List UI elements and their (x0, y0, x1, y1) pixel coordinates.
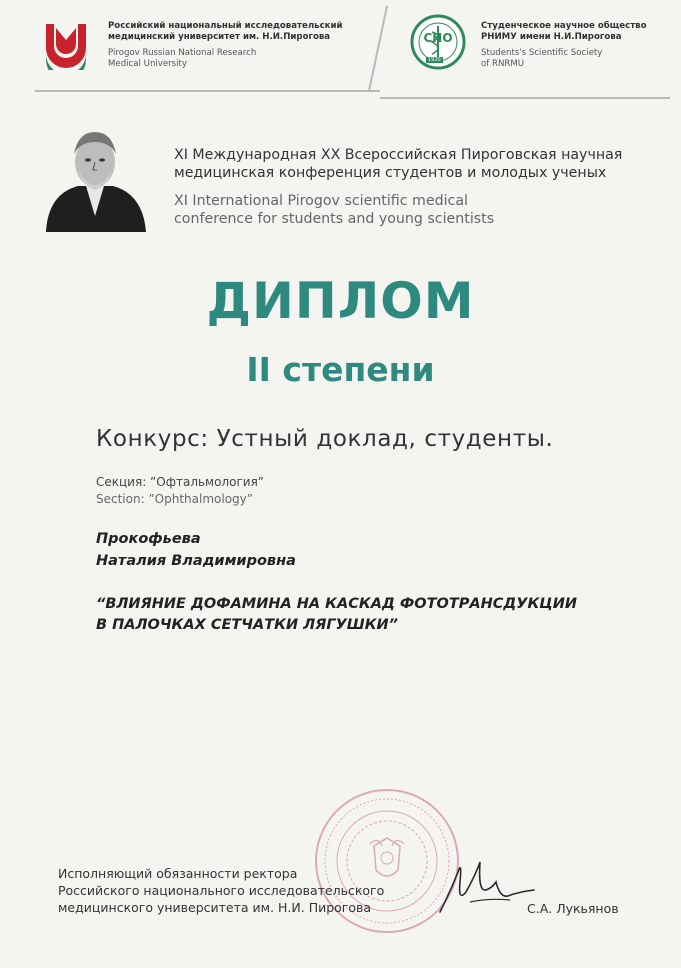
contest-line: Конкурс: Устный доклад, студенты. (96, 426, 554, 452)
header-divider-left (35, 90, 380, 92)
report-topic-line: В ПАЛОЧКАХ СЕТЧАТКИ ЛЯГУШКИ” (96, 617, 399, 633)
conference-title-ru-line: медицинская конференция студентов и молодых ученых (174, 165, 607, 181)
university-name-ru-line: медицинский университет им. Н.И.Пирогова (108, 32, 331, 42)
pirogov-portrait (38, 124, 153, 234)
university-name-ru (108, 21, 343, 43)
sno-name-en-line: Students's Scientific Society (481, 48, 603, 58)
sno-name-en-line: of RNRMU (481, 59, 525, 69)
conference-title-en-line: XI International Pirogov scientific medical (174, 193, 468, 209)
university-logo-icon (42, 20, 90, 70)
recipient-given-names: Наталия Владимировна (96, 553, 296, 569)
conference-title-en (174, 192, 494, 228)
university-name-en-line: Pirogov Russian National Research (108, 48, 257, 58)
university-name-en-line: Medical University (108, 59, 188, 69)
report-topic-line: “ВЛИЯНИЕ ДОФАМИНА НА КАСКАД ФОТОТРАНСДУКЦИИ (96, 596, 578, 612)
section-en: Section: ”Ophthalmology” (96, 492, 253, 506)
recipient-surname: Прокофьева (96, 531, 201, 547)
university-name-ru-line: Российский национальный исследовательский (108, 21, 343, 31)
signatory-position-line: Исполняющий обязанности ректора (58, 866, 298, 881)
signatory-position-line: Российского национального исследовательского (58, 883, 385, 898)
rector-signature (430, 852, 540, 922)
university-name-en (108, 48, 256, 70)
conference-title-en-line: conference for students and young scientists (174, 211, 495, 227)
sno-logo-text: СНО (423, 31, 453, 45)
recipient-name (96, 528, 296, 572)
header-divider-slash (365, 4, 395, 94)
sno-name-en (481, 48, 602, 70)
conference-title-ru (174, 146, 622, 182)
sno-name-ru (481, 21, 647, 43)
signatory-name: С.А. Лукьянов (527, 901, 619, 916)
header-divider-right (380, 97, 670, 99)
sno-name-ru-line: РНИМУ имени Н.И.Пирогова (481, 32, 622, 42)
diploma-title: ДИПЛОМ (206, 272, 475, 330)
report-topic (96, 594, 577, 636)
diploma-degree: II степени (246, 350, 435, 389)
sno-name-ru-line: Студенческое научное общество (481, 21, 647, 31)
section-block (96, 474, 264, 508)
signatory-position (58, 865, 384, 916)
sno-logo-year: 1920 (428, 57, 441, 63)
conference-title-ru-line: XI Международная XX Всероссийская Пироговская научная (174, 147, 623, 163)
signatory-position-line: медицинского университета им. Н.И. Пирогова (58, 900, 372, 915)
section-ru: Секция: ”Офтальмология” (96, 475, 265, 489)
